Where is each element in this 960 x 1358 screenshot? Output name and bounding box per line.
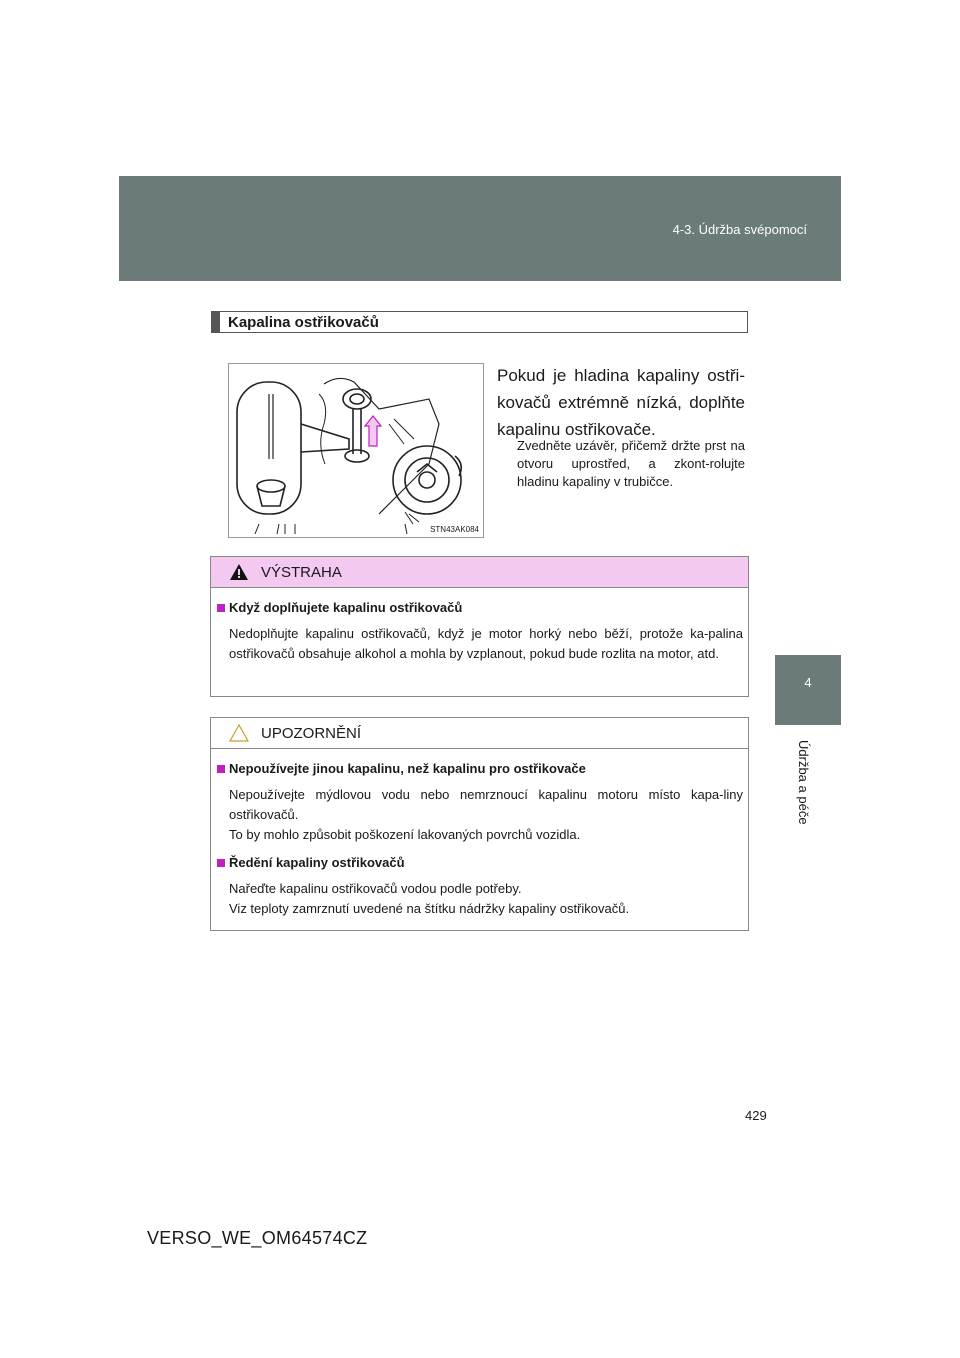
lift-arrow	[365, 416, 381, 446]
chapter-title-vertical: Údržba a péče	[796, 740, 811, 825]
warning-item-title	[217, 598, 743, 618]
notice-item2-title	[217, 853, 743, 873]
notice-item2-title-text: Ředění kapaliny ostřikovačů	[229, 855, 405, 870]
notice-item1-title-text: Nepoužívejte jinou kapalinu, než kapalinu pro ostřikovače	[229, 761, 586, 776]
bullet-square-icon	[217, 859, 225, 867]
figure-code: STN43AK084	[430, 525, 479, 534]
warning-box	[210, 556, 749, 697]
notice-item1-line2: To by mohlo způsobit poškození lakovaných povrchů vozidla.	[229, 827, 581, 842]
warning-text: Nedoplňujte kapalinu ostřikovačů, když je motor horký nebo běží, protože ka-palina ostřikovačů obsahuje alkohol a mohla by vzplanout, pokud bude rozlita na motor, atd.	[229, 626, 743, 661]
chapter-number-tab: 4	[775, 655, 841, 725]
notice-item2-line1: Nařeďte kapalinu ostřikovačů vodou podle potřeby.	[229, 881, 522, 896]
notice-header	[211, 718, 748, 749]
warning-triangle-icon	[229, 563, 249, 581]
header-band	[119, 176, 841, 281]
page-number: 429	[745, 1108, 767, 1123]
warning-body	[211, 588, 748, 676]
notice-item1-text	[217, 785, 743, 845]
bullet-square-icon	[217, 604, 225, 612]
bullet-square-icon	[217, 765, 225, 773]
notice-box	[210, 717, 749, 931]
section-title-text: Kapalina ostřikovačů	[228, 313, 379, 331]
illustration-drawing	[229, 364, 483, 537]
header-section-title: 4-3. Údržba svépomocí	[672, 222, 807, 237]
intro-text: Pokud je hladina kapaliny ostři-kovačů extrémně nízká, doplňte kapalinu ostřikovače.	[497, 366, 745, 439]
notice-item2-line2: Viz teploty zamrznutí uvedené na štítku nádržky kapaliny ostřikovačů.	[229, 901, 630, 916]
notice-heading: UPOZORNĚNÍ	[261, 724, 362, 742]
warning-heading: VÝSTRAHA	[261, 563, 342, 581]
document-code: VERSO_WE_OM64574CZ	[147, 1228, 368, 1248]
notice-body	[211, 749, 748, 931]
section-title-bar	[212, 312, 220, 332]
intro-subtext: Zvedněte uzávěr, přičemž držte prst na otvoru uprostřed, a zkont-rolujte hladinu kapaliny v trubičce.	[517, 438, 745, 489]
warning-item-title-text: Když doplňujete kapalinu ostřikovačů	[229, 600, 463, 615]
warning-header	[211, 557, 748, 588]
washer-reservoir-illustration	[228, 363, 484, 538]
notice-item1-title	[217, 759, 743, 779]
section-title	[211, 311, 748, 333]
notice-item2-text	[217, 879, 743, 919]
notice-item1-line1: Nepoužívejte mýdlovou vodu nebo nemrznoucí kapalinu motoru místo kapa-liny ostřikovačů.	[229, 787, 743, 822]
caution-triangle-outline-icon	[229, 724, 249, 742]
